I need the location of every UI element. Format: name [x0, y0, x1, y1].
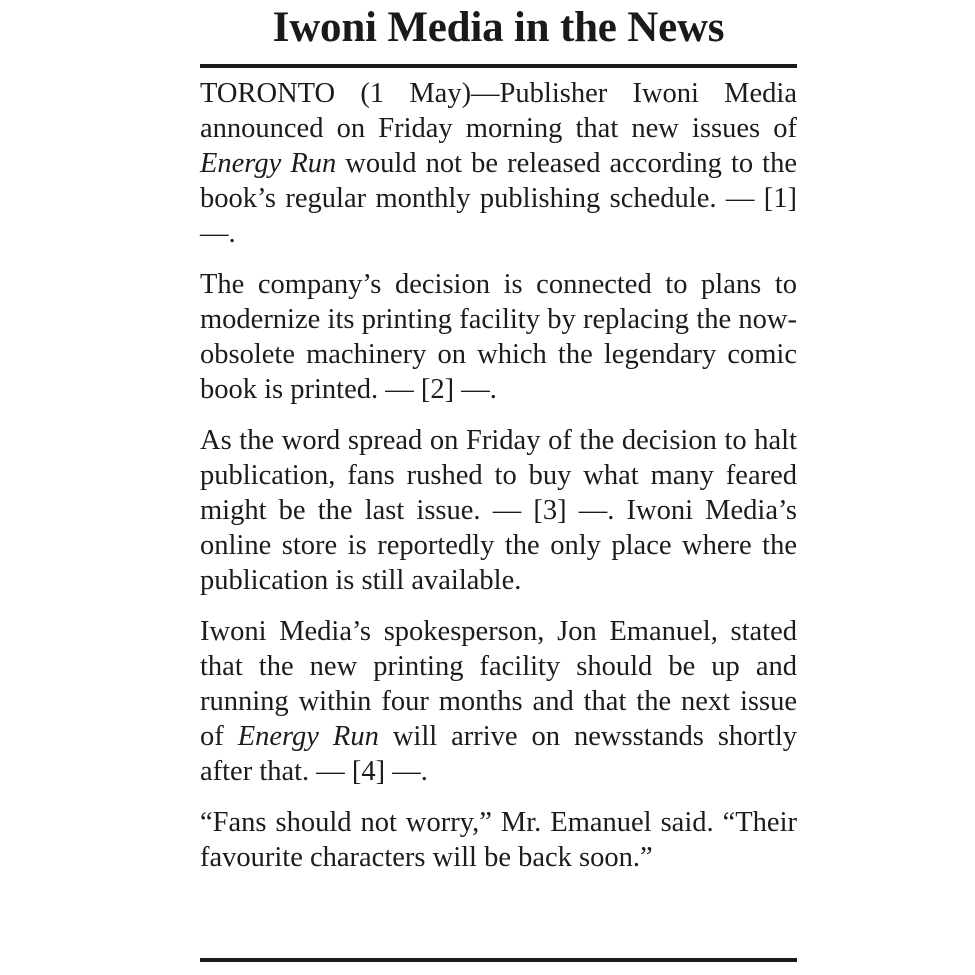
paragraph-1-part-b: would not be released according to the book’s regular monthly publishing schedule. — [1] —. — [200, 148, 798, 249]
paragraph-4-part-a: Iwoni Media’s spokesperson, Jon Emanuel, stated that the new printing facility should be up and running within four months and that the next issue of — [200, 616, 797, 752]
paragraph-1-part-a: TORONTO (1 May)—Publisher Iwoni Media announced on Friday morning that new issues of — [200, 78, 797, 144]
paragraph-3: As the word spread on Friday of the decision to halt publication, fans rushed to buy what many feared might be the last issue. — [3] —. Iwoni Media’s online store is reportedly the only place where the publication is still available. — [200, 425, 797, 596]
paragraph-5: “Fans should not worry,” Mr. Emanuel said. “Their favourite characters will be back soon.” — [200, 807, 797, 873]
publication-title: Energy Run — [200, 148, 337, 179]
paragraph-4 — [200, 614, 797, 789]
paragraph-1 — [200, 76, 797, 251]
article-body — [200, 68, 797, 875]
paragraph-4-part-b: will arrive on newsstands shortly after that. — [4] —. — [200, 721, 797, 787]
paragraph-2: The company’s decision is connected to plans to modernize its printing facility by replacing the now-obsolete machinery on which the legendary comic book is printed. — [2] —. — [200, 269, 797, 405]
article-headline: Iwoni Media in the News — [272, 4, 725, 51]
publication-title: Energy Run — [237, 721, 379, 752]
bottom-divider — [200, 958, 797, 962]
news-article — [200, 0, 797, 891]
